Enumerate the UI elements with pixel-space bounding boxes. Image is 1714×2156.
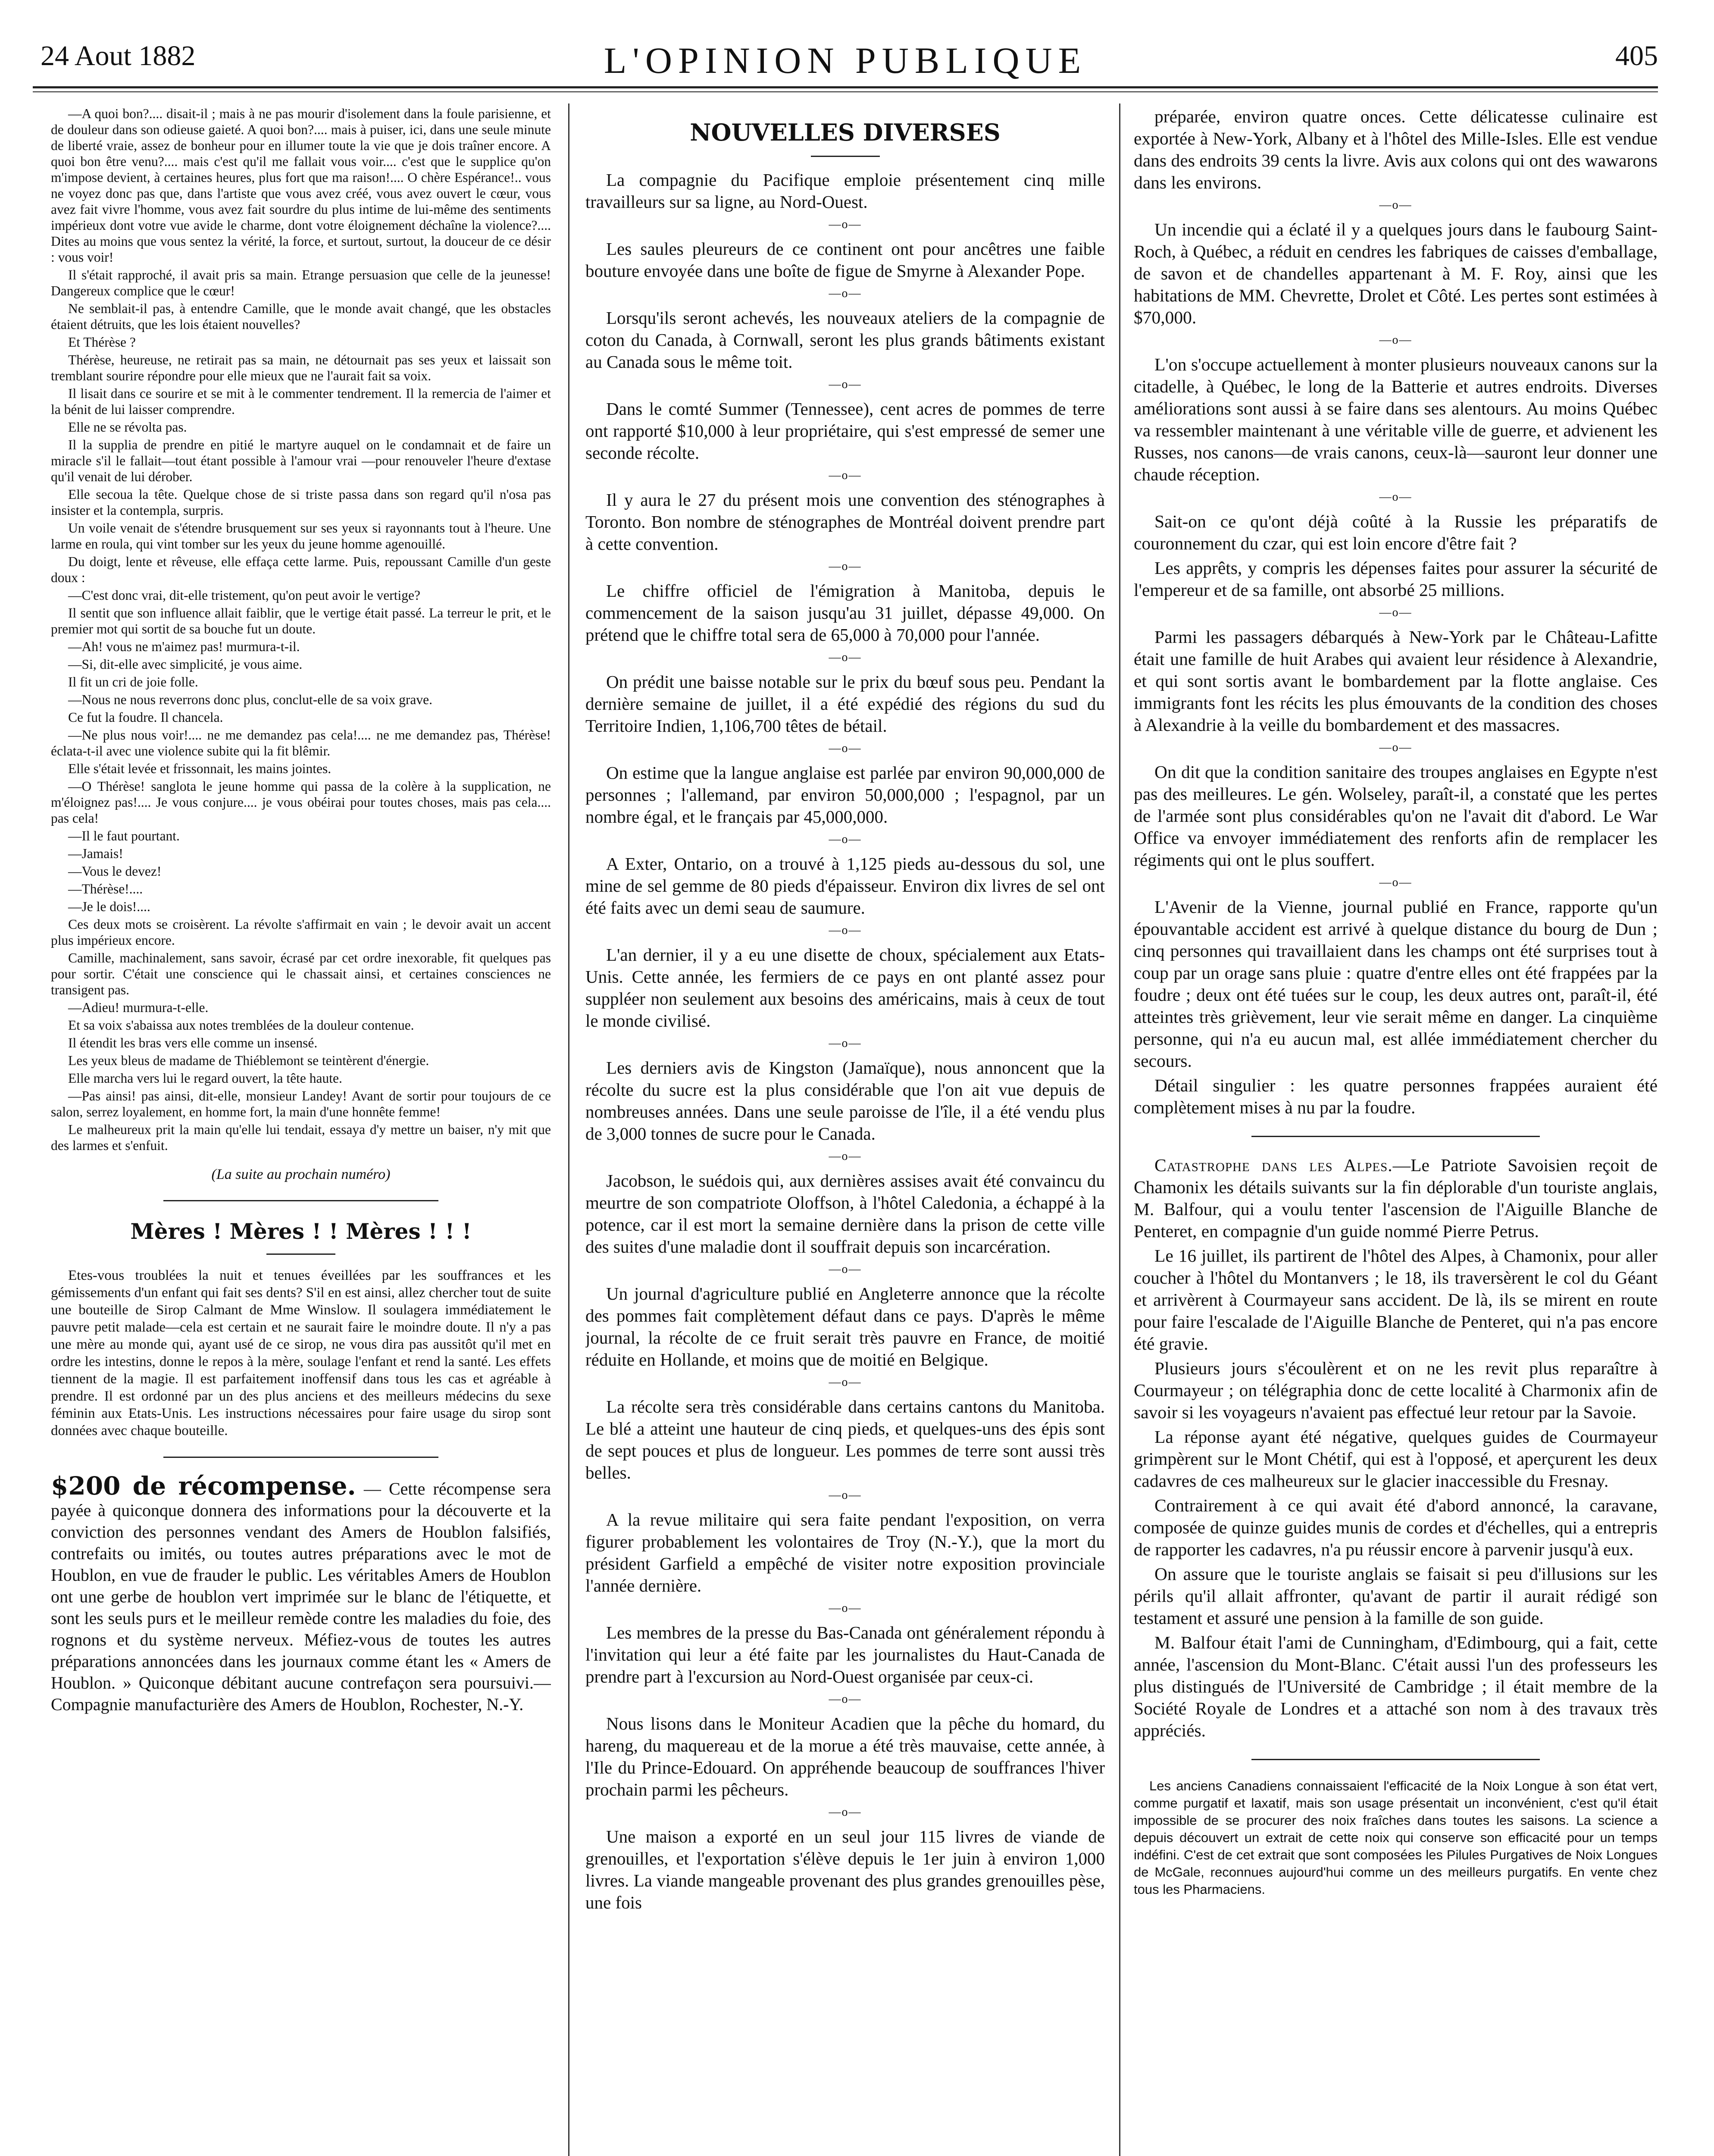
story-paragraph: —Vous le devez! xyxy=(68,864,162,879)
news-item: L'Avenir de la Vienne, journal publié en France, rapporte qu'un épouvantable accident est arrivé à quelque distance du bourg de Dun ; cinq personnes qui travaillaient dans les champs ont été surprises tout à coup par un orage sans pluie : quatre d'entre elles ont été frappées par la foudre ; deux ont été tuées sur le coup, les deux autres ont, paraît-il, été atteintes très grièvement, leur vie serait même en danger. La cinquième personne, qui n'a eu aucun mal, est allée immédiatement chercher du secours. xyxy=(1134,897,1658,1071)
news-item: Nous lisons dans le Moniteur Acadien que la pêche du homard, du hareng, du maquereau et de la morue a été très mauvaise, cette année, à l'Ile du Prince-Edouard. On appréhende beaucoup de souffrances l'hiver prochain parmi les pêcheurs. xyxy=(585,1714,1105,1799)
meres-text: Etes-vous troublées la nuit et tenues éveillées par les souffrances et les gémissements d'un enfant qui fait ses dents? S'il en est ainsi, allez chercher tout de suite une bouteille de Sirop Calmant de Mme Winslow. Il soulagera immédiatement le pauvre petit malade—cela est certain et ne saurait faire le moindre doute. Il n'y a pas une mère au monde qui, ayant usé de ce sirop, ne vous dira pas aussitôt qu'il met en ordre les intestins, donne le repos à la mère, soulage l'enfant et rend la santé. Les effets tiennent de la magie. Il est parfaitement inoffensif dans tous les cas et agréable à prendre. Il est ordonné par un des plus anciens et des meilleurs médecins du sexe féminin aux Etats-Unis. Les instructions nécessaires pour faire usage du sirop sont données avec chaque bouteille. xyxy=(51,1268,551,1438)
section-rule xyxy=(163,1457,438,1458)
item-separator: —o— xyxy=(829,1805,862,1819)
story-paragraph: —Pas ainsi! pas ainsi, dit-elle, monsieur Landey! Avant de sortir pour toujours de ce salon, serrez loyalement, en homme fort, la main d'une honnête femme! xyxy=(51,1088,551,1119)
alps-paragraphs xyxy=(1134,1245,1658,1742)
item-separator: —o— xyxy=(1379,741,1412,754)
item-separator: —o— xyxy=(1379,876,1412,889)
story-paragraph: —Nous ne nous reverrons donc plus, conclut-elle de sa voix grave. xyxy=(68,692,433,707)
story-paragraph: —C'est donc vrai, dit-elle tristement, qu'on peut avoir le vertige? xyxy=(68,588,420,603)
story-paragraph: Il étendit les bras vers elle comme un insensé. xyxy=(68,1035,318,1050)
alps-paragraph: Contrairement à ce qui avait été d'abord annoncé, la caravane, composée de quinze guides munis de cordes et d'échelles, qui a entrepris de rapporter les cadavres, n'a pu réussir encore à parvenir jusqu'à eux. xyxy=(1134,1495,1658,1559)
item-separator: —o— xyxy=(829,1692,862,1706)
item-separator: —o— xyxy=(829,378,862,391)
alps-paragraph: On assure que le touriste anglais se faisait si peu d'illusions sur les périls qu'il allait affronter, qu'avant de partir il aurait rédigé son testament et assuré une pension à la famille de son guide. xyxy=(1134,1564,1658,1628)
heading-rule xyxy=(811,156,880,157)
story-paragraph: Un voile venait de s'étendre brusquement sur ses yeux si rayonnants tout à l'heure. Une larme en roula, qui vint tomber sur les yeux du jeune homme agenouillé. xyxy=(51,520,551,552)
item-separator: —o— xyxy=(829,1601,862,1615)
news-item: Détail singulier : les quatre personnes frappées auraient été complètement mises à nu par la foudre. xyxy=(1134,1075,1658,1117)
page-number: 405 xyxy=(1615,40,1658,72)
column-divider xyxy=(568,103,569,2156)
item-separator: —o— xyxy=(829,1150,862,1163)
story-paragraph: —Ne plus nous voir!.... ne me demandez pas cela!.... ne me demandez pas, Thérèse! éclata-t-il avec une violence subite qui la fit blêmir. xyxy=(51,727,551,758)
story-paragraph: Il sentit que son influence allait faiblir, que le vertige était passé. La terreur le prit, et le premier mot qui sortit de sa bouche fut un doute. xyxy=(51,605,551,636)
column-nouvelles-suite xyxy=(1134,106,1658,2156)
story-paragraph: —Il le faut pourtant. xyxy=(68,828,180,843)
news-item: L'on s'occupe actuellement à monter plusieurs nouveaux canons sur la citadelle, à Québec, le long de la Batterie et autres endroits. Diverses améliorations sont aussi à se faire dans ses alentours. Au moins Québec va ressembler maintenant à une véritable ville de guerre, et advienent les Russes, nos canons—de vrais canons, ceux-là—sauront leur donner une chaude réception. xyxy=(1134,354,1658,484)
item-separator: —o— xyxy=(829,742,862,755)
news-item: On estime que la langue anglaise est parlée par environ 90,000,000 de personnes ; l'allemand, par environ 50,000,000 ; l'espagnol, par un nombre égal, et le français par 45,000,000. xyxy=(585,763,1105,827)
news-item: Une maison a exporté en un seul jour 115 livres de viande de grenouilles, et l'exportation s'élève depuis le 1er juin à environ 1,000 livres. La viande mangeable provenant des plus grandes grenouilles pèse, une fois xyxy=(585,1827,1105,1912)
story-paragraph: —O Thérèse! sanglota le jeune homme qui passa de la colère à la supplication, ne m'éloignez pas!.... Je vous conjure.... je vous obéirai pour toutes choses, mais pas cela.... pas cela! xyxy=(51,779,551,826)
to-be-continued: (La suite au prochain numéro) xyxy=(211,1166,391,1182)
news-item: Parmi les passagers débarqués à New-York par le Château-Lafitte était une famille de huit Arabes qui avaient leur résidence à Alexandrie, et qui sont sortis avant le bombardement par la flotte anglaise. Ces immigrants font les récits les plus émouvants de la condition des choses à Alexandrie à la veille du bombardement et des massacres. xyxy=(1134,627,1658,735)
story-paragraph: —A quoi bon?.... disait-il ; mais à ne pas mourir d'isolement dans la foule parisienne, et de douleur dans son odieuse gaieté. A quoi bon?.... mais à puiser, ici, dans une seule minute de liberté vraie, assez de bonheur pour en illumer toute la vie que je dois traîner encore. A quoi bon être venu?.... mais c'est qu'il me fallait vous voir.... c'est que le supplice qu'on m'impose devient, à certaines heures, plus fort que ma raison!.... O chère Espérance!.. vous ne voyez donc pas que, dans l'artiste que vous avez créé, vous avez ouvert le cœur, vous avez fait vivre l'homme, vous avez fait sourdre du plus intime de lui-même des sentiments impérieux dont votre vue avide le charme, dont votre éloignement déchaîne la violence?.... Dites au moins que vous sentez la vérité, la force, et surtout, surtout, la douceur de ce désir : vous voir! xyxy=(51,106,551,265)
news-item: La compagnie du Pacifique emploie présentement cinq mille travailleurs sur sa ligne, au Nord-Ouest. xyxy=(585,170,1105,212)
news-item: Les membres de la presse du Bas-Canada ont généralement répondu à l'invitation qui leur a été faite par les journalistes du Haut-Canada de prendre part à l'excursion au Nord-Ouest organisée par ceux-ci. xyxy=(585,1623,1105,1686)
news-item: A Exter, Ontario, on a trouvé à 1,125 pieds au-dessous du sol, une mine de sel gemme de 80 pieds d'épaisseur. Environ dix livres de sel ont été faits avec un demi seau de saumure. xyxy=(585,854,1105,918)
item-separator: —o— xyxy=(1379,606,1412,619)
story-paragraph: Thérèse, heureuse, ne retirait pas sa main, ne détournait pas ses yeux et laissait son tremblant sourire répondre pour elle mieux que ne l'aurait fait sa voix. xyxy=(51,352,551,383)
story-paragraph: —Adieu! murmura-t-elle. xyxy=(68,1000,209,1015)
story-paragraph: Elle ne se révolta pas. xyxy=(68,420,187,435)
item-separator: —o— xyxy=(829,287,862,300)
section-rule xyxy=(1251,1759,1539,1760)
news-item: Sait-on ce qu'ont déjà coûté à la Russie les préparatifs de couronnement du czar, qui est loin encore d'être fait ? xyxy=(1134,511,1658,553)
story-paragraph: Du doigt, lente et rêveuse, elle effaça cette larme. Puis, repoussant Camille d'un geste doux : xyxy=(51,554,551,585)
news-item: Le chiffre officiel de l'émigration à Manitoba, depuis le commencement de la saison jusqu'au 31 juillet, dépasse 49,000. On prétend que le chiffre total sera de 65,000 à 70,000 pour l'année. xyxy=(585,581,1105,645)
news-items xyxy=(585,169,1105,1914)
news-item: Les apprêts, y compris les dépenses faites pour assurer la sécurité de l'empereur et de sa famille, ont absorbé 25 millions. xyxy=(1134,558,1658,600)
news-item: Les derniers avis de Kingston (Jamaïque), nous annoncent que la récolte du sucre est la plus considérable que l'on ait vue depuis de nombreuses années. Dans une seule paroisse de l'île, il a été vendu plus de 3,000 tonnes de sucre pour le Canada. xyxy=(585,1058,1105,1144)
news-item: préparée, environ quatre onces. Cette délicatesse culinaire est exportée à New-York, Albany et à l'hôtel des Mille-Isles. Elle est vendue dans des endroits 39 cents la livre. Avis aux colons qui ont des wawarons dans les environs. xyxy=(1134,107,1658,192)
item-separator: —o— xyxy=(829,833,862,846)
news-item: Les saules pleureurs de ce continent ont pour ancêtres une faible bouture envoyée dans une boîte de figue de Smyrne à Alexander Pope. xyxy=(585,239,1105,281)
story-paragraph: Elle secoua la tête. Quelque chose de si triste passa dans son regard qu'il n'osa pas insister et la contempla, surpris. xyxy=(51,487,551,518)
alps-lead-text: —Le Patriote Savoisien reçoit de Chamonix les détails suivants sur la fin déplorable d'un touriste anglais, M. Balfour, qui a voulu tenter l'ascension de l'Aiguille Blanche de Penteret, en compagnie d'un guide nommé Pierre Petrus. xyxy=(1134,1155,1658,1241)
news-item: L'an dernier, il y a eu une disette de choux, spécialement aux Etats-Unis. Cette année, les fermiers de ce pays en ont planté assez pour suppléer non seulement aux besoins des américains, mais à ceux de tout le monde civilisé. xyxy=(585,945,1105,1031)
story-paragraph: —Si, dit-elle avec simplicité, je vous aime. xyxy=(68,657,303,672)
item-separator: —o— xyxy=(829,218,862,231)
alps-caps: Catastrophe dans les Alpes. xyxy=(1154,1155,1393,1175)
reward-title: $200 de récompense. xyxy=(51,1471,356,1501)
news-item: Lorsqu'ils seront achevés, les nouveaux ateliers de la compagnie de coton du Canada, à Cornwall, seront les plus grands bâtiments existant au Canada sous le même toit. xyxy=(585,308,1105,372)
item-separator: —o— xyxy=(829,1489,862,1502)
column-feuilleton xyxy=(51,106,551,2156)
story-paragraph: —Je le dois!.... xyxy=(68,899,150,914)
meres-heading: Mères ! Mères ! ! Mères ! ! ! xyxy=(130,1219,472,1244)
nouvelles-heading: NOUVELLES DIVERSES xyxy=(690,119,1001,146)
column-divider xyxy=(1119,103,1120,2156)
story-paragraph: Elle s'était levée et frissonnait, les mains jointes. xyxy=(68,761,332,776)
story-paragraph: Et Thérèse ? xyxy=(68,335,136,350)
item-separator: —o— xyxy=(829,1376,862,1389)
news-item: On dit que la condition sanitaire des troupes anglaises en Egypte n'est pas des meilleures. Le gén. Wolseley, paraît-il, a constaté que les pertes de l'armée sont plus considérables qu'on ne l'avait dit d'abord. Le War Office va envoyer immédiatement des renforts afin de remplacer les régiments qui ont le plus souffert. xyxy=(1134,762,1658,870)
header-rule-thin xyxy=(33,91,1658,92)
story-paragraph: Ces deux mots se croisèrent. La révolte s'affirmait en vain ; le devoir avait un accent plus impérieux encore. xyxy=(51,917,551,948)
story-paragraph: Il fit un cri de joie folle. xyxy=(68,674,198,689)
story-paragraph: Il la supplia de prendre en pitié le martyre auquel on le condamnait et de faire un miracle s'il le fallait—tout étant possible à l'amour vrai —pour renouveler l'heure d'extase qu'il venait de lui dérober. xyxy=(51,437,551,484)
story-paragraph: Ne semblait-il pas, à entendre Camille, que le monde avait changé, que les obstacles étaient détruits, que les lois étaient nouvelles? xyxy=(51,301,551,332)
alps-lead xyxy=(1134,1154,1658,1242)
news-item: La récolte sera très considérable dans certains cantons du Manitoba. Le blé a atteint une hauteur de cinq pieds, et quelques-uns des épis sont de sept pouces et plus de longueur. Les pommes de terre sont aussi très belles. xyxy=(585,1397,1105,1482)
alps-story xyxy=(1134,1154,1658,1742)
item-separator: —o— xyxy=(1379,198,1412,212)
item-separator: —o— xyxy=(829,1263,862,1276)
news-item: Dans le comté Summer (Tennessee), cent acres de pommes de terre ont rapporté $10,000 à leur propriétaire, qui s'est empressé de semer une seconde récolte. xyxy=(585,399,1105,463)
story-paragraph: Il lisait dans ce sourire et se mit à le commenter tendrement. Il la remercia de l'aimer et la bénit de lui laisser comprendre. xyxy=(51,386,551,417)
noix-longue-ad: Les anciens Canadiens connaissaient l'efficacité de la Noix Longue à son état vert, comme purgatif et laxatif, mais son usage présentait un inconvénient, c'est qu'il était impossible de se procurer des noix fraîches dans toutes les saisons. La science a depuis découvert un extrait de cette noix qui conserve son efficacité pour un temps indéfini. C'est de cet extrait que sont composées les Pilules Purgatives de Noix Longues de McGale, reconnues aujourd'hui comme un des meilleurs purgatifs. En vente chez tous les Pharmaciens. xyxy=(1134,1778,1658,1897)
news-item: A la revue militaire qui sera faite pendant l'exposition, on verra figurer probablement les volontaires de Troy (N.-Y.), que la mort du président Garfield a empêché de visiter notre exposition provinciale l'année dernière. xyxy=(585,1510,1105,1595)
item-separator: —o— xyxy=(829,469,862,482)
alps-paragraph: Le 16 juillet, ils partirent de l'hôtel des Alpes, à Chamonix, pour aller coucher à l'hôtel du Montanvers ; le 18, ils traversèrent le col du Géant et arrivèrent à Courmayeur sans accident. De là, ils se mirent en route pour faire l'escalade de l'Aiguille Blanche de Penteret, qui n'a pas encore été gravie. xyxy=(1134,1246,1658,1354)
issue-date: 24 Aout 1882 xyxy=(41,40,196,72)
reward-text: — Cette récompense sera payée à quiconque donnera des informations pour la découverte et la conviction des personnes vendant des Amers de Houblon falsifiés, contrefaits ou imités, ou toutes autres préparations avec le mot de Houblon, en vue de frauder le public. Les véritables Amers de Houblon ont une gerbe de houblon vert imprimée sur le blanc de l'étiquette, et sont les seuls purs et le meilleur remède contre les maladies du foie, des rognons et du système nerveux. Méfiez-vous de toutes les autres préparations annoncées dans les journaux comme étant les « Amers de Houblon. » Quiconque débitant aucune contrefaçon sera poursuivi.—Compagnie manufacturière des Amers de Houblon, Rochester, N.-Y. xyxy=(51,1479,551,1714)
section-rule xyxy=(163,1200,438,1201)
news-item: Un journal d'agriculture publié en Angleterre annonce que la récolte des pommes fait complètement défaut dans ce pays. D'après le même journal, la récolte de ce fruit serait très pauvre en France, de moitié réduite en Hollande, et moins que de moitié en Belgique. xyxy=(585,1284,1105,1369)
alps-paragraph: Plusieurs jours s'écoulèrent et on ne les revit plus reparaître à Courmayeur ; on télégraphia donc de cette localité à Charmonix afin de savoir si les voyageurs n'avaient pas effectué leur retour par la Savoie. xyxy=(1134,1358,1658,1422)
header-rule xyxy=(33,86,1658,88)
news-item: Jacobson, le suédois qui, aux dernières assises avait été convaincu du meurtre de son compatriote Oloffson, à l'hôtel Caledonia, a échappé à la potence, car il est mort la semaine dernière dans la prison de cette ville des suites d'une maladie dont il souffrait depuis son incarcération. xyxy=(585,1171,1105,1257)
story-paragraph: Il s'était rapproché, il avait pris sa main. Etrange persuasion que celle de la jeunesse! Dangereux complice que le cœur! xyxy=(51,267,551,298)
story-paragraph: —Ah! vous ne m'aimez pas! murmura-t-il. xyxy=(68,639,300,654)
story-paragraph: Ce fut la foudre. Il chancela. xyxy=(68,710,223,725)
news-item: On prédit une baisse notable sur le prix du bœuf sous peu. Pendant la dernière semaine de juillet, il a été expédié des régions du sud du Territoire Indien, 1,106,700 têtes de bétail. xyxy=(585,672,1105,736)
section-rule xyxy=(1251,1136,1539,1137)
newspaper-title: L'OPINION PUBLIQUE xyxy=(604,40,1087,81)
item-separator: —o— xyxy=(829,924,862,937)
story-paragraph: Camille, machinalement, sans savoir, écrasé par cet ordre inexorable, fit quelques pas pour sortir. C'était une conscience qui le chassait ainsi, et certaines consciences ne transigent pas. xyxy=(51,950,551,997)
news-item: Il y aura le 27 du présent mois une convention des sténographes à Toronto. Bon nombre de sténographes de Montréal doivent prendre part à cette convention. xyxy=(585,490,1105,554)
item-separator: —o— xyxy=(829,651,862,664)
story-paragraph: Et sa voix s'abaissa aux notes tremblées de la douleur contenue. xyxy=(68,1018,414,1033)
alps-paragraph: M. Balfour était l'ami de Cunningham, d'Edimbourg, qui a fait, cette année, l'ascension du Mont-Blanc. C'était aussi l'un des professeurs les plus distingués de l'Université de Cambridge ; il était membre de la Société Royale de Londres et a attaché son nom à des travaux très appréciés. xyxy=(1134,1633,1658,1740)
news-item: Un incendie qui a éclaté il y a quelques jours dans le faubourg Saint-Roch, à Québec, a réduit en cendres les fabriques de caisses d'emballage, de savon et de chandelles appartenant à M. F. Roy, ainsi que les habitations de MM. Chevrette, Drolet et Côté. Les pertes sont estimées à $70,000. xyxy=(1134,219,1658,327)
story-paragraph: —Thérèse!.... xyxy=(68,881,143,896)
story-paragraph: Elle marcha vers lui le regard ouvert, la tête haute. xyxy=(68,1071,342,1086)
item-separator: —o— xyxy=(829,1037,862,1050)
item-separator: —o— xyxy=(1379,490,1412,504)
story-paragraph: —Jamais! xyxy=(68,846,123,861)
story-paragraph: Le malheureux prit la main qu'elle lui tendait, essaya d'y mettre un baiser, n'y mit que des larmes et s'enfuit. xyxy=(51,1122,551,1153)
item-separator: —o— xyxy=(829,560,862,573)
alps-paragraph: La réponse ayant été négative, quelques guides de Courmayeur grimpèrent sur le Mont Chétif, qui est à l'opposé, et aperçurent les deux cadavres de ces malheureux sur le glacier inaccessible du Fresnay. xyxy=(1134,1427,1658,1491)
news-items-continued xyxy=(1134,106,1658,1119)
item-separator: —o— xyxy=(1379,333,1412,347)
feuilleton-story xyxy=(51,106,551,1153)
page-header xyxy=(33,39,1658,82)
reward-notice xyxy=(51,1471,551,1715)
heading-rule xyxy=(266,1253,335,1255)
column-nouvelles xyxy=(585,106,1105,2156)
story-paragraph: Les yeux bleus de madame de Thiéblemont se teintèrent d'énergie. xyxy=(68,1053,429,1068)
